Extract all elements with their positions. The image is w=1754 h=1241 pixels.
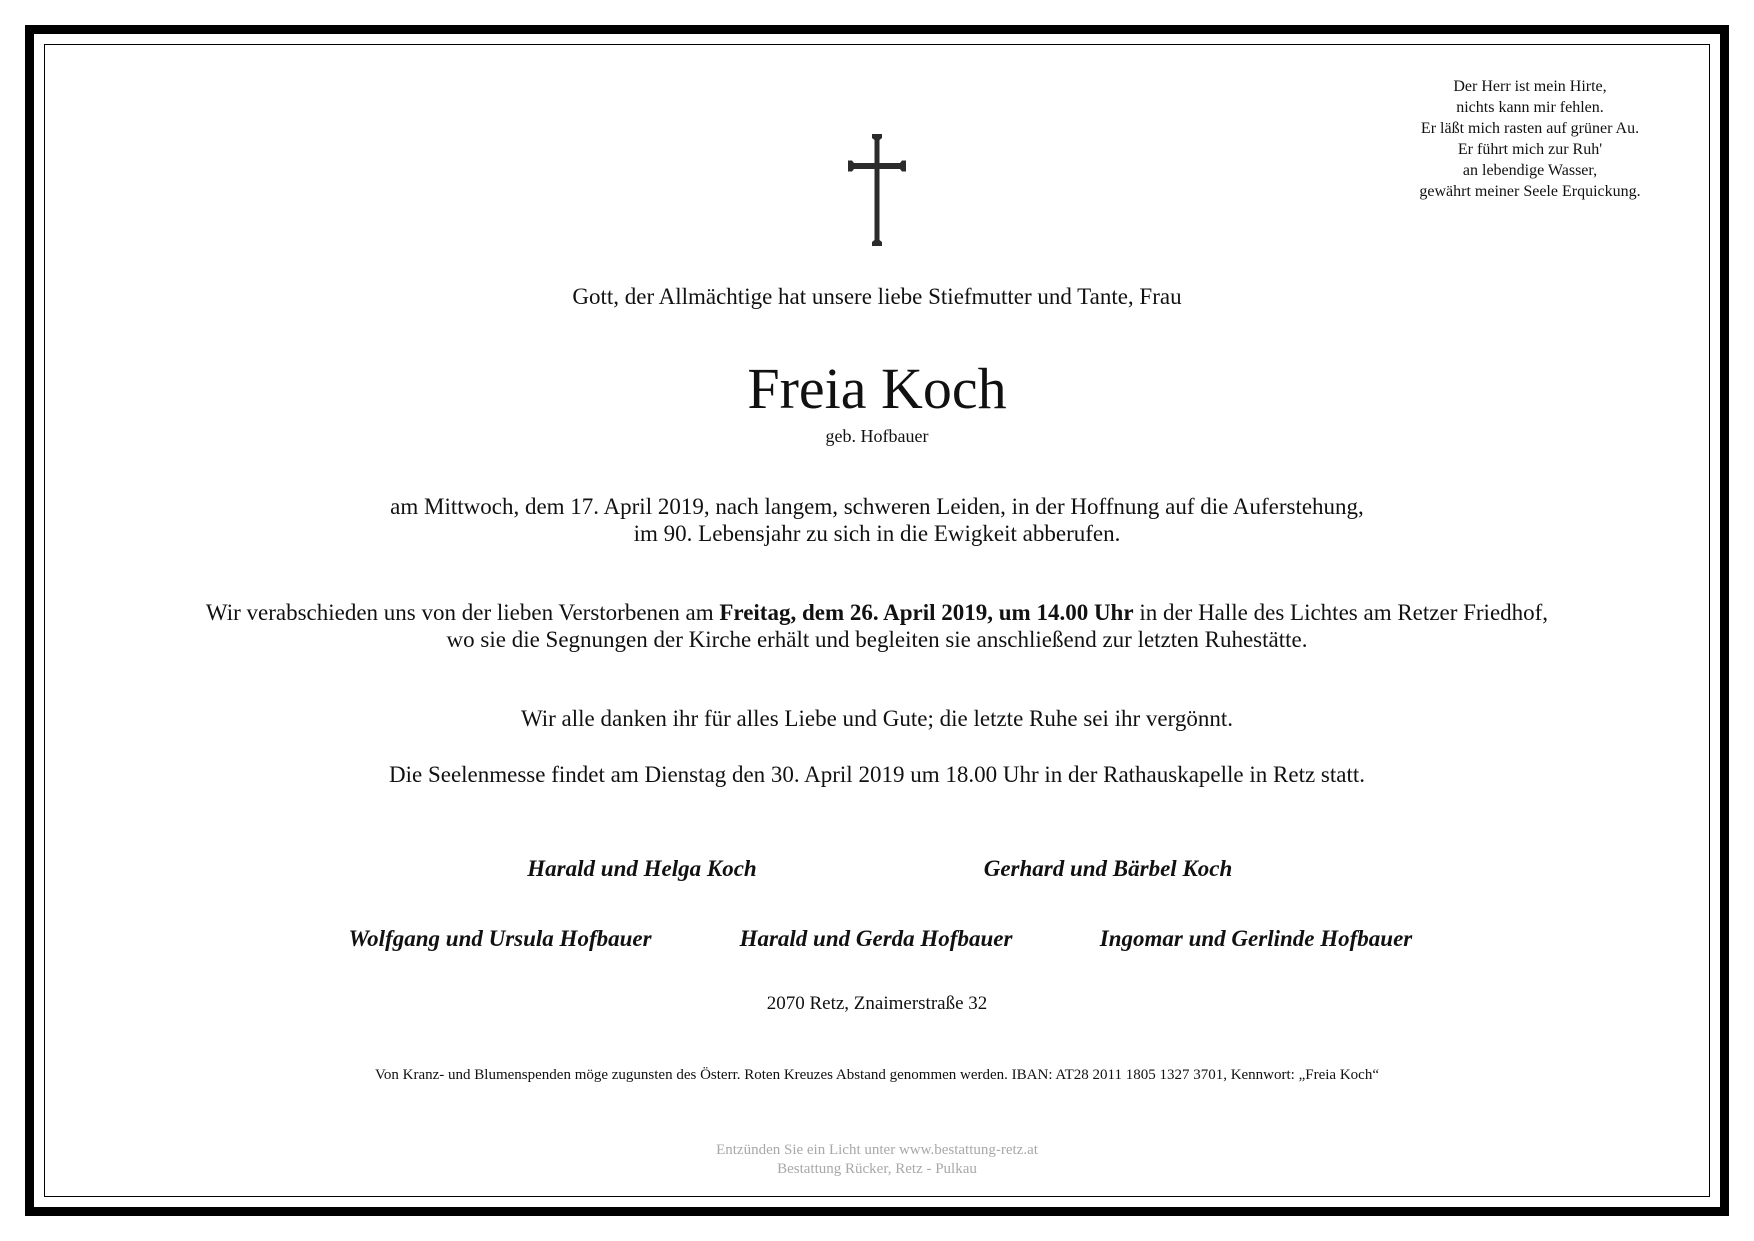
- death-notice-line: im 90. Lebensjahr zu sich in die Ewigkeit abberufen.: [633, 521, 1121, 546]
- maiden-name: geb. Hofbauer: [825, 426, 929, 446]
- farewell-text: in der Halle des Lichtes am Retzer Friedhof,: [1133, 600, 1549, 625]
- deceased-name: Freia Koch: [747, 356, 1007, 421]
- family-member-name: Gerhard und Bärbel Koch: [983, 856, 1233, 881]
- psalm-line: gewährt meiner Seele Erquickung.: [1419, 183, 1641, 200]
- psalm-line: nichts kann mir fehlen.: [1456, 99, 1604, 116]
- intro-text: Gott, der Allmächtige hat unsere liebe Stiefmutter und Tante, Frau: [572, 284, 1182, 309]
- family-member-name: Harald und Helga Koch: [527, 856, 757, 881]
- death-notice-line: am Mittwoch, dem 17. April 2019, nach langem, schweren Leiden, in der Hoffnung auf die Auferstehung,: [390, 494, 1364, 519]
- farewell-line: wo sie die Segnungen der Kirche erhält und begleiten sie anschließend zur letzten Ruhestätte.: [446, 627, 1308, 652]
- psalm-line: Der Herr ist mein Hirte,: [1453, 78, 1607, 95]
- footer-website: Entzünden Sie ein Licht unter www.bestattung-retz.at: [716, 1142, 1038, 1158]
- farewell-text: Wir verabschieden uns von der lieben Verstorbenen am: [205, 600, 720, 625]
- donation-notice: Von Kranz- und Blumenspenden möge zugunsten des Österr. Roten Kreuzes Abstand genommen werden. IBAN: AT28 2011 1805 1327 3701, Kennwort: „Freia Koch“: [375, 1067, 1379, 1083]
- family-member-name: Wolfgang und Ursula Hofbauer: [348, 926, 652, 951]
- family-member-name: Ingomar und Gerlinde Hofbauer: [1099, 926, 1413, 951]
- psalm-line: an lebendige Wasser,: [1462, 162, 1598, 179]
- address: 2070 Retz, Znaimerstraße 32: [766, 993, 988, 1014]
- cross-icon: [839, 130, 915, 250]
- psalm-line: Er läßt mich rasten auf grüner Au.: [1420, 120, 1640, 137]
- funeral-date: Freitag, dem 26. April 2019, um 14.00 Uhr: [719, 600, 1134, 625]
- footer-company: Bestattung Rücker, Retz - Pulkau: [777, 1161, 977, 1177]
- psalm-line: Er führt mich zur Ruh': [1457, 141, 1603, 158]
- mass-notice: Die Seelenmesse findet am Dienstag den 30. April 2019 um 18.00 Uhr in der Rathauskapelle in Retz statt.: [388, 762, 1365, 787]
- thanks-text: Wir alle danken ihr für alles Liebe und Gute; die letzte Ruhe sei ihr vergönnt.: [520, 706, 1234, 731]
- family-member-name: Harald und Gerda Hofbauer: [739, 926, 1013, 951]
- farewell-line: [0, 599, 1754, 627]
- psalm-quote: [1380, 76, 1680, 202]
